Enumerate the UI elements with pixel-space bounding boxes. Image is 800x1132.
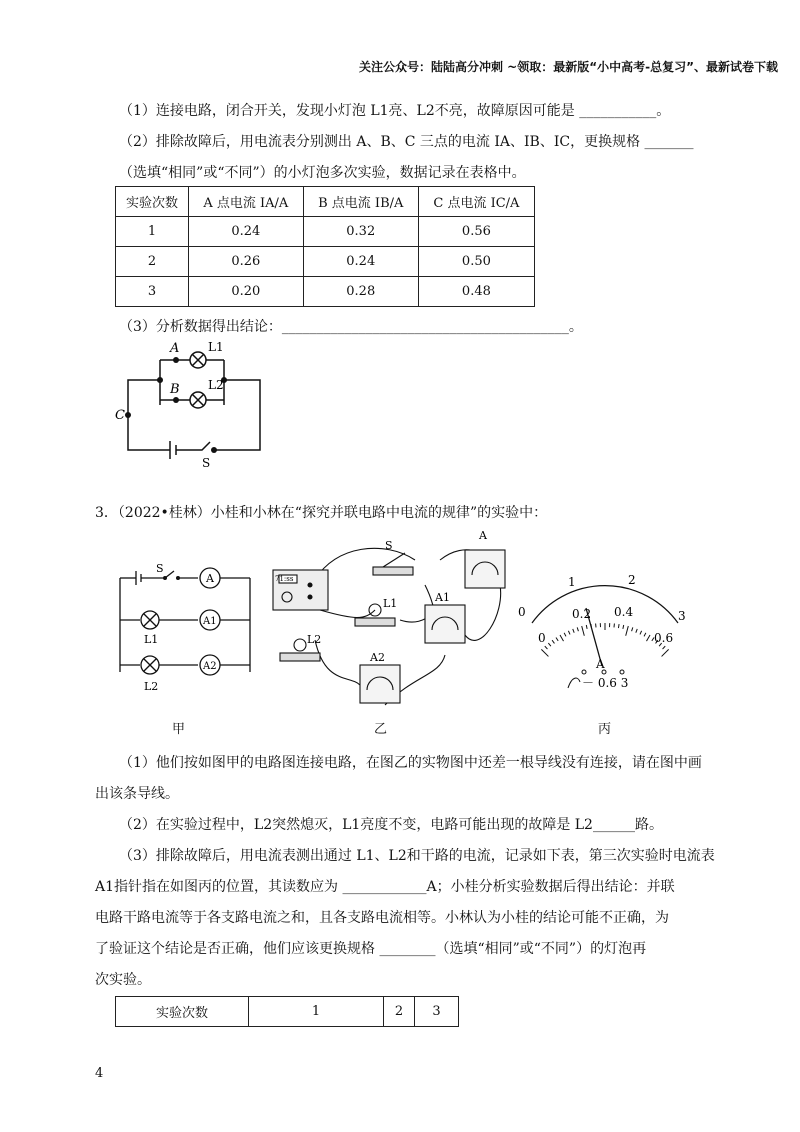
dial-tick-mark — [586, 625, 587, 629]
fig-jia-lamp-l2: L2 — [144, 680, 159, 693]
q3-part2: （2）在实验过程中，L2突然熄灭，L1亮度不变，电路可能出现的故障是 L2______路。 — [119, 817, 663, 833]
fig-jia-circuit-diagram — [110, 560, 260, 695]
switch-s-label: S — [202, 456, 211, 470]
q2-data-table — [115, 186, 535, 307]
page-header: 关注公众号：陆陆高分冲刺 ~领取：最新版“小中高考-总复习”、最新试卷下载 — [359, 60, 778, 74]
q3-part3e: 次实验。 — [95, 972, 151, 988]
table-cell: 0.20 — [189, 277, 304, 307]
fig-jia-switch-label: S — [156, 562, 164, 575]
point-a-label: A — [170, 341, 180, 356]
q3-data-table — [115, 996, 459, 1027]
table-cell: 2 — [116, 247, 189, 277]
table-cell: 3 — [116, 277, 189, 307]
point-c-label: C — [115, 408, 125, 423]
table-cell: 0.28 — [303, 277, 418, 307]
dial-tick-mark — [636, 629, 637, 633]
fig-bing-caption: 丙 — [598, 722, 612, 737]
q2-part1-text: （1）连接电路，闭合开关，发现小灯泡 L1亮、L2不亮，故障原因可能是 ___________。 — [119, 103, 671, 119]
point-b-label: B — [170, 382, 180, 397]
dial-tick-mark — [548, 643, 551, 646]
dial-top-tick: 0 — [518, 605, 526, 619]
q3-title: 3．（2022•桂林）小桂和小林在“探究并联电路中电流的规律”的实验中： — [95, 505, 548, 521]
table-row — [116, 217, 535, 247]
table-header-row — [116, 997, 459, 1027]
fig-yi-ammeter-a1: A1 — [435, 591, 450, 604]
dial-tick-mark — [564, 633, 566, 637]
dial-bottom-tick: 0.6 — [654, 631, 674, 645]
fig-bing-ammeter-dial — [510, 568, 700, 693]
fig-jia-ammeter-a2: A2 — [203, 661, 217, 672]
q2-parallel-circuit-diagram — [110, 335, 270, 470]
table-row — [116, 247, 535, 277]
q3-part3c: 电路干路电流等于各支路电流之和，且各支路电流相等。小林认为小桂的结论可能不正确，为 — [95, 910, 669, 926]
table-cell: 0.24 — [303, 247, 418, 277]
dial-tick-mark — [582, 626, 585, 636]
fig-yi-ammeter-a2: A2 — [370, 651, 385, 664]
dial-tick-mark — [560, 635, 564, 641]
fig-yi-caption: 乙 — [374, 722, 388, 737]
dial-tick-mark — [662, 649, 669, 656]
dial-tick-mark — [573, 629, 574, 633]
dial-tick-mark — [568, 631, 570, 635]
q2-part3: （选填“相同”或“不同”）的小灯泡多次实验，数据记录在表格中。 — [119, 165, 526, 181]
dial-bottom-tick: 0 — [538, 631, 546, 645]
dial-tick-mark — [552, 640, 554, 643]
fig-jia-ammeter-a: A — [206, 572, 214, 585]
dial-tick-mark — [640, 631, 642, 635]
dial-tick-mark — [545, 646, 548, 649]
dial-tick-mark — [663, 646, 666, 649]
table-header-row — [116, 187, 535, 217]
table-cell: 0.56 — [418, 217, 534, 247]
dial-tick-mark — [626, 626, 629, 636]
power-supply-display: 71:ss — [275, 575, 294, 583]
lamp-l2-label: L2 — [208, 378, 224, 392]
table-header-cell: A 点电流 IA/A — [189, 187, 304, 217]
dial-bottom-tick: 0.2 — [572, 607, 592, 621]
fig-yi-switch-label: S — [385, 539, 393, 552]
q3-part3d: 了验证这个结论是否正确，他们应该更换规格 ________（选填“相同”或“不同”）的灯泡再 — [95, 941, 647, 957]
table-cell: 0.48 — [418, 277, 534, 307]
dial-tick-mark — [618, 624, 619, 628]
table-cell: 0.32 — [303, 217, 418, 247]
table-cell: 0.50 — [418, 247, 534, 277]
table-header-cell: B 点电流 IB/A — [303, 187, 418, 217]
table-cell: 1 — [116, 217, 189, 247]
dial-tick-mark — [632, 627, 633, 631]
q3-part3b: A1指针指在如图丙的位置，其读数应为 ____________A；小桂分析实验数据后得出结论：并联 — [95, 879, 675, 895]
q3-part3a: （3）排除故障后，用电流表测出通过 L1、L2和干路的电流，记录如下表，第三次实验时电流表 — [119, 848, 715, 864]
dial-bottom-tick: 0.4 — [614, 605, 634, 619]
fig-yi-physical-setup — [265, 525, 510, 715]
q3-part1a: （1）他们按如图甲的电路图连接电路，在图乙的实物图中还差一根导线没有连接，请在图中画 — [119, 755, 702, 771]
q2-part2: （2）排除故障后，用电流表分别测出 A、B、C 三点的电流 IA、IB、IC，更换规格 _______ — [119, 134, 694, 150]
dial-unit-label: A — [596, 657, 605, 671]
q2-part1 — [119, 100, 670, 120]
q2-part4: （3）分析数据得出结论：_________________________________________。 — [119, 319, 583, 335]
table-header-cell: C 点电流 IC/A — [418, 187, 534, 217]
fig-yi-lamp-l1: L1 — [383, 597, 398, 610]
dial-top-tick: 3 — [678, 609, 686, 623]
dial-top-tick: 1 — [568, 575, 576, 589]
lamp-l1-label: L1 — [208, 340, 224, 354]
table-header-cell: 1 — [249, 997, 384, 1027]
fig-yi-ammeter-a: A — [479, 529, 487, 542]
fig-jia-caption: 甲 — [172, 722, 186, 737]
fig-jia-ammeter-a1: A1 — [203, 616, 217, 627]
fig-jia-lamp-l1: L1 — [144, 633, 159, 646]
table-cell: 0.26 — [189, 247, 304, 277]
dial-tick-mark — [644, 633, 646, 637]
page-number: 4 — [95, 1066, 104, 1081]
dial-tick-mark — [577, 627, 578, 631]
table-header-cell: 3 — [415, 997, 459, 1027]
dial-tick-mark — [556, 638, 558, 641]
dial-terminals-label: － 0.6 3 — [582, 676, 629, 690]
dial-tick-mark — [647, 635, 651, 641]
table-row — [116, 277, 535, 307]
table-header-cell: 2 — [384, 997, 415, 1027]
q3-part1b: 出该条导线。 — [95, 786, 179, 802]
dial-top-tick: 2 — [628, 573, 636, 587]
dial-tick-mark — [541, 649, 548, 656]
table-header-cell: 实验次数 — [116, 997, 249, 1027]
dial-tick-mark — [623, 625, 624, 629]
fig-yi-lamp-l2: L2 — [307, 633, 322, 646]
table-header-cell: 实验次数 — [116, 187, 189, 217]
table-cell: 0.24 — [189, 217, 304, 247]
